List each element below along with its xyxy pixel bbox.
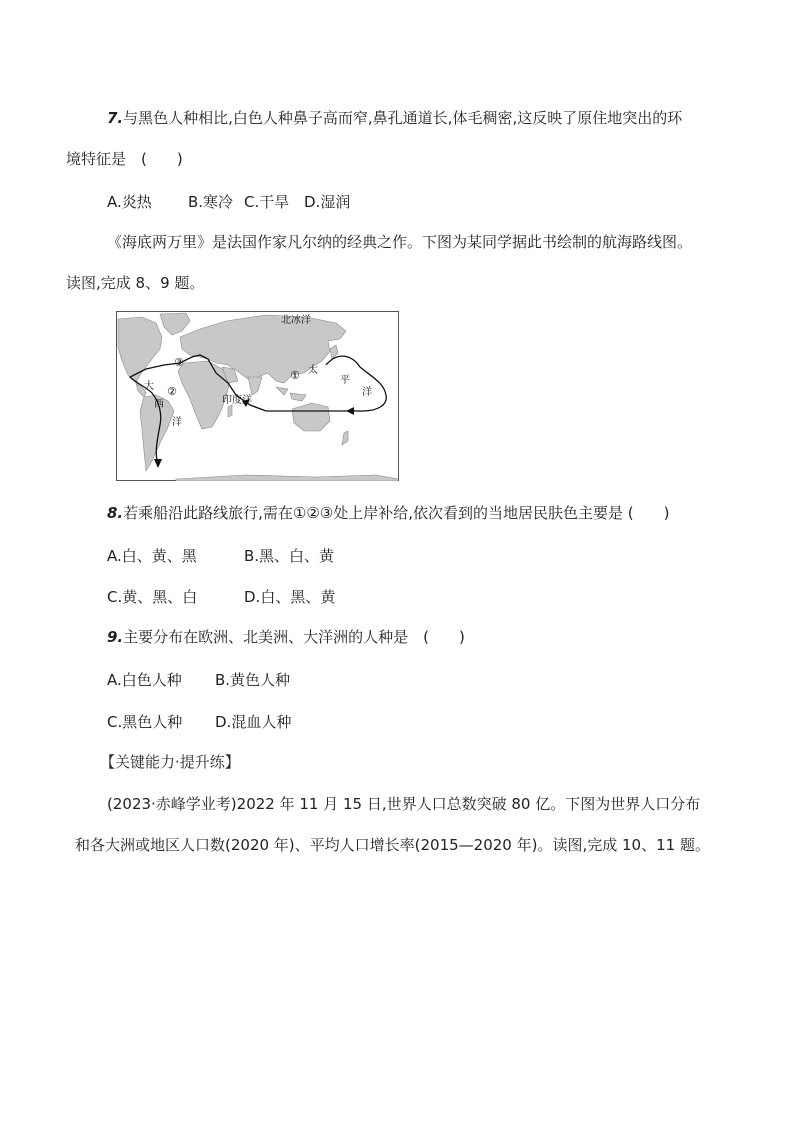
- label-pac-1: 太: [308, 365, 318, 376]
- q9-option-c[interactable]: C.黑色人种: [107, 713, 183, 731]
- q10-intro-line1: (2023·赤峰学业考)2022 年 11 月 15 日,世界人口总数突破 80 亿。下图为世界人口分布: [107, 795, 701, 813]
- label-indian: 印度洋: [222, 395, 252, 406]
- label-atl-2: 西: [154, 399, 164, 410]
- label-atl-1: 大: [144, 381, 154, 392]
- marker-3: ③: [174, 356, 184, 369]
- q9-option-a[interactable]: A.白色人种: [107, 671, 182, 689]
- q7-option-c[interactable]: C.干旱: [244, 193, 290, 211]
- q8-line: [107, 503, 670, 523]
- intro-line2: 读图,完成 8、9 题。: [66, 274, 205, 292]
- label-arctic: 北冰洋: [281, 315, 311, 326]
- q7-option-d[interactable]: D.湿润: [304, 193, 351, 211]
- q9-text: 主要分布在欧洲、北美洲、大洋洲的人种是 ( ): [123, 628, 465, 646]
- q7-option-b[interactable]: B.寒冷: [188, 193, 234, 211]
- label-pac-2: 平: [340, 375, 350, 386]
- q8-option-b[interactable]: B.黑、白、黄: [244, 547, 335, 565]
- label-atl-3: 洋: [172, 417, 182, 428]
- q9-number: 9.: [107, 628, 124, 646]
- q9-line: [107, 627, 465, 647]
- q9-option-b[interactable]: B.黄色人种: [215, 671, 291, 689]
- voyage-route-map: [116, 311, 399, 481]
- label-pac-3: 洋: [362, 387, 372, 398]
- q10-intro-line2: 和各大洲或地区人口数(2020 年)、平均人口增长率(2015—2020 年)。读图,完成 10、11 题。: [75, 836, 710, 854]
- section-title: 【关键能力·提升练】: [100, 753, 240, 771]
- marker-1: ①: [290, 369, 300, 382]
- marker-2: ②: [167, 385, 177, 398]
- q7-option-a[interactable]: A.炎热: [107, 193, 152, 211]
- q8-option-d[interactable]: D.白、黑、黄: [244, 588, 336, 606]
- q8-text: 若乘船沿此路线旅行,需在①②③处上岸补给,依次看到的当地居民肤色主要是 ( ): [123, 504, 670, 522]
- q7-number: 7.: [107, 109, 124, 127]
- q8-option-c[interactable]: C.黄、黑、白: [107, 588, 198, 606]
- q8-option-a[interactable]: A.白、黄、黑: [107, 547, 197, 565]
- q8-number: 8.: [107, 504, 124, 522]
- q7-line2: 境特征是 ( ): [66, 150, 183, 168]
- intro-line1: 《海底两万里》是法国作家凡尔纳的经典之作。下图为某同学据此书绘制的航海路线图。: [107, 233, 693, 251]
- q9-option-d[interactable]: D.混血人种: [215, 713, 292, 731]
- q7-line1: [107, 108, 682, 128]
- q7-text-line1: 与黑色人种相比,白色人种鼻子高而窄,鼻孔通道长,体毛稠密,这反映了原住地突出的环: [123, 109, 683, 127]
